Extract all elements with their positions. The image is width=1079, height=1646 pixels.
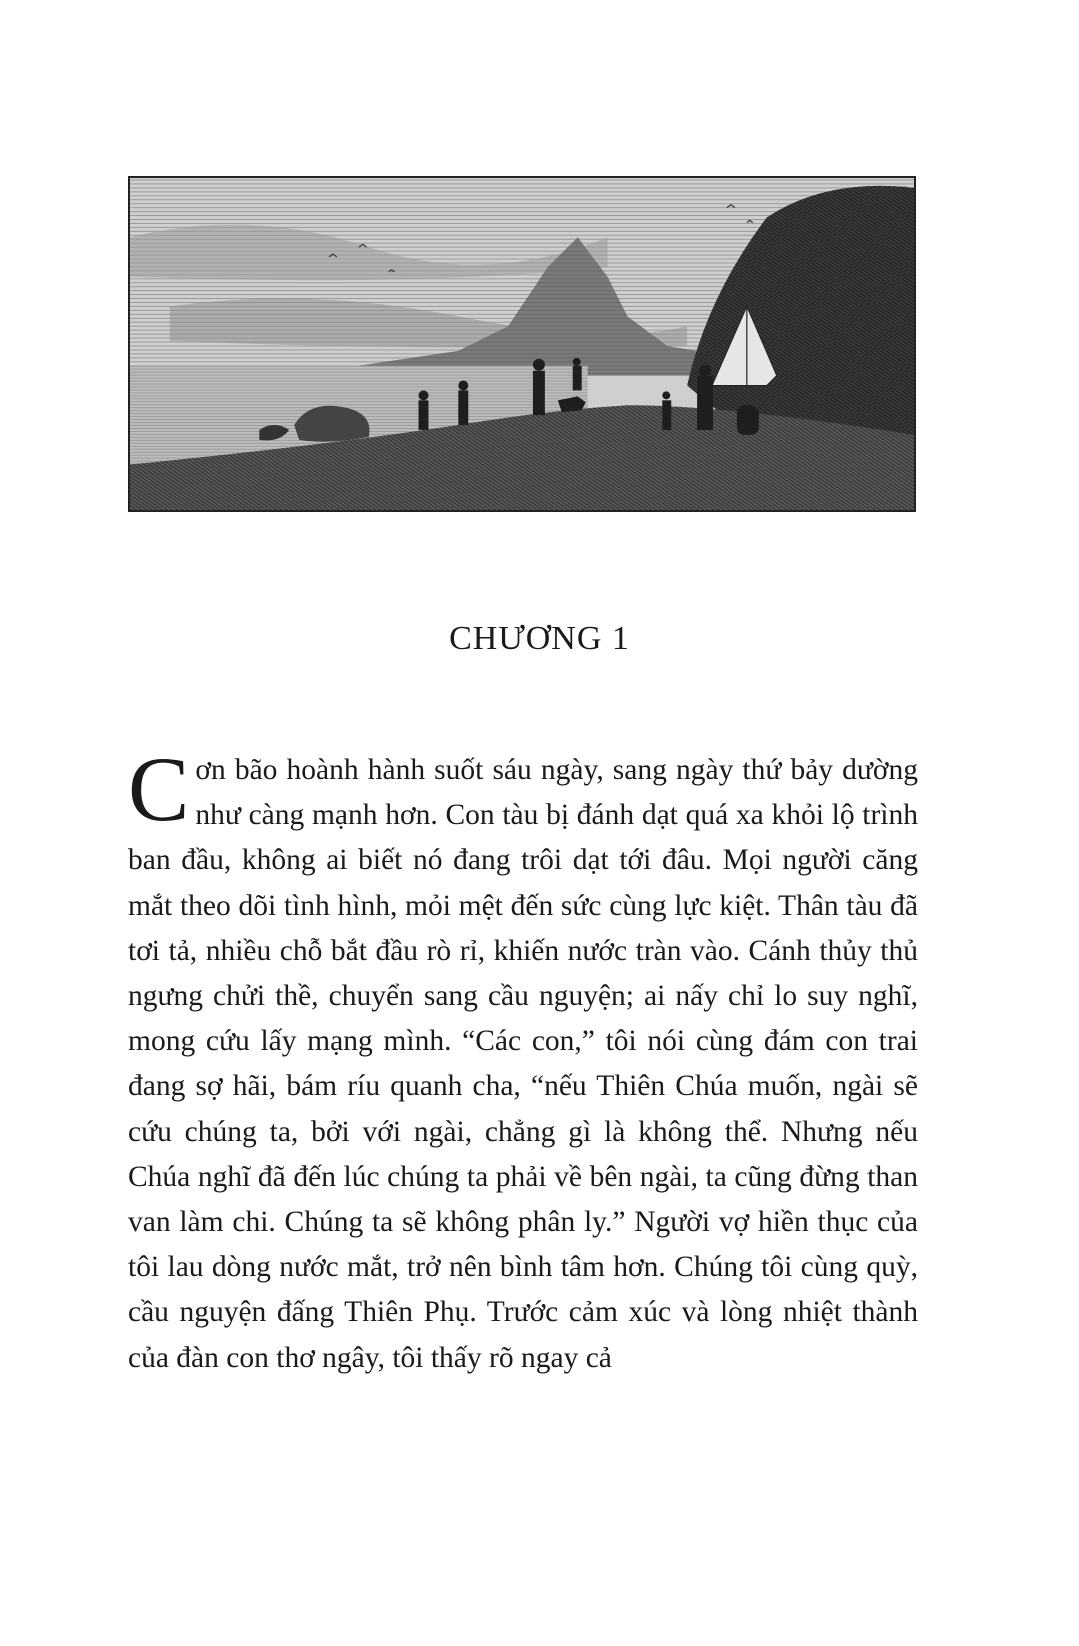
engraving-illustration (128, 176, 916, 512)
drop-cap-letter: C (128, 738, 190, 840)
chapter-title: CHƯƠNG 1 (449, 620, 630, 657)
chapter-body-paragraph (128, 738, 918, 1381)
paragraph-text: ơn bão hoành hành suốt sáu ngày, sang ngày thứ bảy dường như càng mạnh hơn. Con tàu bị đánh dạt quá xa khỏi lộ trình ban đầu, không ai biết nó đang trôi dạt tới đâu. Mọi người căng mắt theo dõi tình hình, mỏi mệt đến sức cùng lực kiệt. Thân tàu đã tơi tả, nhiều chỗ bắt đầu rò rỉ, khiến nước tràn vào. Cánh thủy thủ ngưng chửi thề, chuyển sang cầu nguyện; ai nấy chỉ lo suy nghĩ, mong cứu lấy mạng mình. “Các con,” tôi nói cùng đám con trai đang sợ hãi, bám ríu quanh cha, “nếu Thiên Chúa muốn, ngài sẽ cứu chúng ta, bởi với ngài, chẳng gì là không thể. Nhưng nếu Chúa nghĩ đã đến lúc chúng ta phải về bên ngài, ta cũng đừng than van làm chi. Chúng ta sẽ không phân ly.” Người vợ hiền thục của tôi lau dòng nước mắt, trở nên bình tâm hơn. Chúng tôi cùng quỳ, cầu nguyện đấng Thiên Phụ. Trước cảm xúc và lòng nhiệt thành của đàn con thơ ngây, tôi thấy rõ ngay cả (128, 754, 918, 1374)
coastal-scene-image (130, 178, 914, 510)
